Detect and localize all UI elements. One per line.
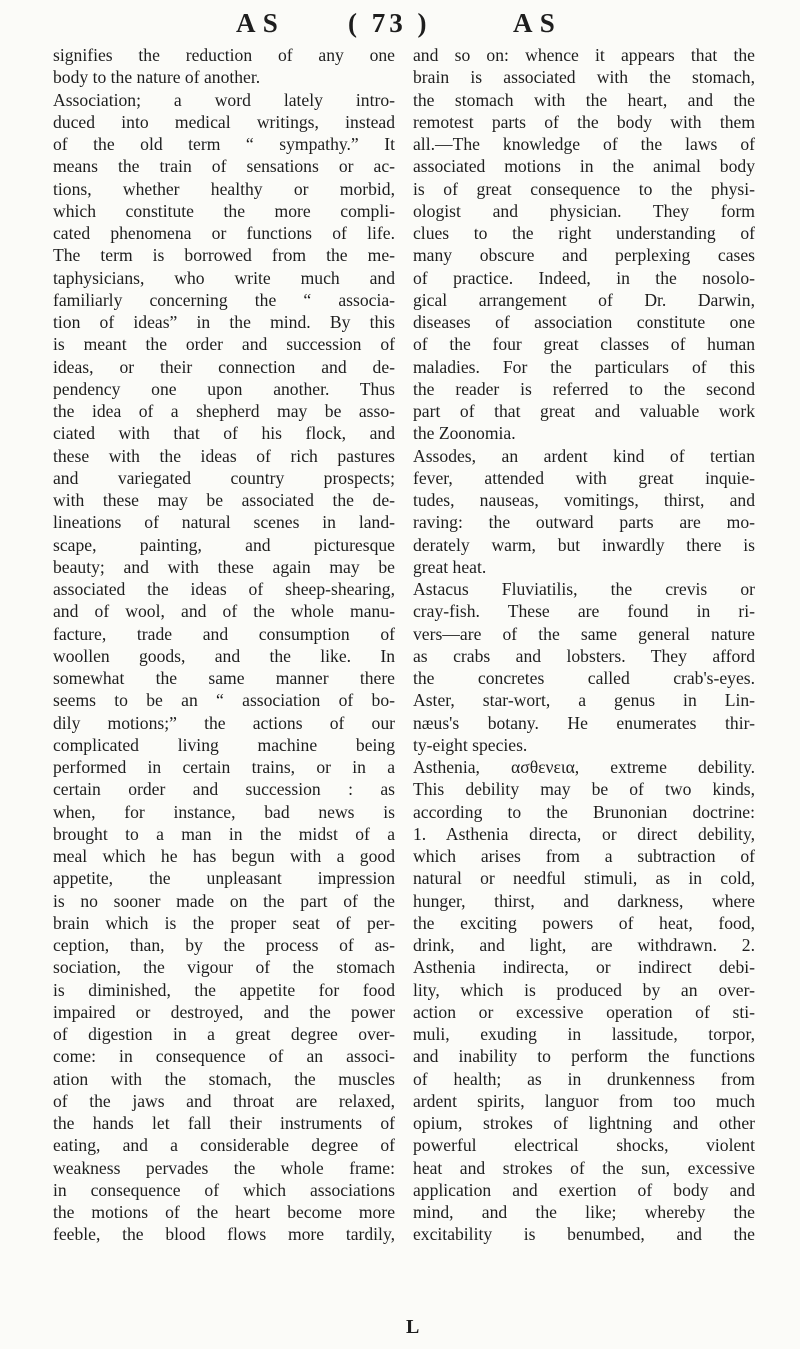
- text-line: the motions of the heart become more: [53, 1202, 395, 1222]
- text-line: eating, and a considerable degree of: [53, 1135, 395, 1156]
- text-line: fever, attended with great inquie-: [413, 467, 755, 488]
- text-line: woollen goods, and the like. In: [53, 645, 395, 666]
- text-line: is meant the order and succession of: [53, 334, 395, 355]
- text-line: the idea of a shepherd may be asso-: [53, 401, 395, 421]
- text-line: scape, painting, and picturesque: [53, 534, 395, 555]
- text-line: many obscure and perplexing cases: [413, 245, 755, 266]
- text-line: impaired or destroyed, and the power: [53, 1001, 395, 1022]
- text-line: associated motions in the animal body: [413, 156, 755, 177]
- text-line: complicated living machine being: [53, 734, 395, 755]
- right-text-column: [413, 44, 755, 1246]
- text-line: is of great consequence to the physi-: [413, 178, 755, 199]
- text-line: body to the nature of another.: [53, 67, 261, 88]
- left-text-column: [53, 44, 395, 1246]
- text-line: excitability is benumbed, and the: [413, 1224, 755, 1245]
- text-line: familiarly concerning the “ associa-: [53, 289, 395, 310]
- header-left-guideword: A S: [236, 8, 279, 38]
- text-line: The term is borrowed from the me-: [53, 245, 395, 266]
- text-line: when, for instance, bad news is: [53, 801, 395, 822]
- text-line: ardent spirits, languor from too much: [413, 1090, 755, 1111]
- text-line: ologist and physician. They form: [413, 200, 755, 221]
- text-line: of the old term “ sympathy.” It: [53, 134, 395, 154]
- text-line: derately warm, but inwardly there is: [413, 534, 755, 555]
- text-line: with these may be associated the de-: [53, 490, 395, 510]
- text-line: This debility may be of two kinds,: [413, 779, 755, 800]
- text-line: maladies. For the particulars of this: [413, 356, 755, 377]
- text-line: feeble, the blood flows more tardily,: [53, 1224, 395, 1245]
- text-line: ciated with that of his flock, and: [53, 423, 395, 444]
- text-line: brain which is the proper seat of per-: [53, 912, 395, 933]
- text-line: the Zoonomia.: [413, 423, 516, 444]
- text-line: lity, which is produced by an over-: [413, 979, 755, 1000]
- text-line: is diminished, the appetite for food: [53, 979, 395, 1000]
- signature-mark: L: [406, 1316, 420, 1338]
- text-line: tion of ideas” in the mind. By this: [53, 312, 395, 332]
- text-line: dily motions;” the actions of our: [53, 712, 395, 733]
- text-line: taphysicians, who write much and: [53, 267, 395, 288]
- text-line: application and exertion of body and: [413, 1179, 755, 1200]
- text-line: Asthenia, ασθενεια, extreme debility.: [413, 757, 755, 777]
- text-line: and variegated country prospects;: [53, 467, 395, 488]
- text-line: performed in certain trains, or in a: [53, 757, 395, 777]
- text-line: somewhat the same manner there: [53, 668, 395, 688]
- text-line: the exciting powers of heat, food,: [413, 912, 755, 933]
- text-line: ideas, or their connection and de-: [53, 356, 395, 377]
- text-line: means the train of sensations or ac-: [53, 156, 395, 177]
- text-line: of the four great classes of human: [413, 334, 755, 355]
- text-line: of practice. Indeed, in the nosolo-: [413, 267, 755, 288]
- text-line: brain is associated with the stomach,: [413, 67, 755, 88]
- text-line: tions, whether healthy or morbid,: [53, 178, 395, 199]
- text-line: these with the ideas of rich pastures: [53, 445, 395, 466]
- text-line: as crabs and lobsters. They afford: [413, 645, 755, 666]
- text-line: clues to the right understanding of: [413, 223, 755, 243]
- text-line: opium, strokes of lightning and other: [413, 1113, 755, 1133]
- text-line: and so on: whence it appears that the: [413, 45, 755, 65]
- text-line: ation with the stomach, the muscles: [53, 1068, 395, 1089]
- text-line: mind, and the like; whereby the: [413, 1202, 755, 1222]
- text-line: is no sooner made on the part of the: [53, 890, 395, 911]
- text-line: Asthenia indirecta, or indirect debi-: [413, 957, 755, 978]
- text-line: heat and strokes of the sun, excessive: [413, 1157, 755, 1178]
- text-line: Astacus Fluviatilis, the crevis or: [413, 579, 755, 599]
- text-line: muli, exuding in lassitude, torpor,: [413, 1024, 755, 1044]
- text-line: signifies the reduction of any one: [53, 45, 395, 65]
- text-line: Assodes, an ardent kind of tertian: [413, 445, 755, 466]
- text-line: hunger, thirst, and darkness, where: [413, 890, 755, 911]
- text-line: according to the Brunonian doctrine:: [413, 801, 755, 822]
- text-line: duced into medical writings, instead: [53, 111, 395, 132]
- text-line: come: in consequence of an associ-: [53, 1046, 395, 1067]
- text-line: the hands let fall their instruments of: [53, 1113, 395, 1133]
- text-line: vers—are of the same general nature: [413, 623, 755, 644]
- text-line: all.—The knowledge of the laws of: [413, 134, 755, 154]
- text-line: natural or needful stimuli, as in cold,: [413, 868, 755, 889]
- text-line: gical arrangement of Dr. Darwin,: [413, 289, 755, 310]
- text-line: and inability to perform the functions: [413, 1046, 755, 1067]
- text-line: great heat.: [413, 556, 487, 577]
- text-line: næus's botany. He enumerates thir-: [413, 712, 755, 733]
- text-line: part of that great and valuable work: [413, 401, 755, 421]
- text-line: ty-eight species.: [413, 734, 528, 755]
- text-line: associated the ideas of sheep-shearing,: [53, 579, 395, 599]
- text-line: beauty; and with these again may be: [53, 556, 395, 577]
- text-line: the stomach with the heart, and the: [413, 89, 755, 110]
- text-line: certain order and succession : as: [53, 779, 395, 800]
- text-line: tudes, nauseas, vomitings, thirst, and: [413, 490, 755, 510]
- text-line: the concretes called crab's-eyes.: [413, 668, 755, 688]
- text-line: of the jaws and throat are relaxed,: [53, 1090, 395, 1111]
- text-line: weakness pervades the whole frame:: [53, 1157, 395, 1178]
- text-line: sociation, the vigour of the stomach: [53, 957, 395, 978]
- text-line: seems to be an “ association of bo-: [53, 690, 395, 711]
- text-line: cray-fish. These are found in ri-: [413, 601, 755, 622]
- text-line: ception, than, by the process of as-: [53, 935, 395, 955]
- text-line: drink, and light, are withdrawn. 2.: [413, 935, 755, 955]
- text-line: appetite, the unpleasant impression: [53, 868, 395, 889]
- text-line: powerful electrical shocks, violent: [413, 1135, 755, 1156]
- text-line: and of wool, and of the whole manu-: [53, 601, 395, 622]
- text-line: facture, trade and consumption of: [53, 623, 395, 644]
- text-line: Aster, star-wort, a genus in Lin-: [413, 690, 755, 711]
- text-line: of health; as in drunkenness from: [413, 1068, 755, 1089]
- text-line: raving: the outward parts are mo-: [413, 512, 755, 533]
- text-line: remotest parts of the body with them: [413, 111, 755, 132]
- running-header: [0, 8, 800, 48]
- text-line: meal which he has begun with a good: [53, 846, 395, 866]
- text-line: in consequence of which associations: [53, 1179, 395, 1200]
- text-line: brought to a man in the midst of a: [53, 823, 395, 844]
- text-line: action or excessive operation of sti-: [413, 1001, 755, 1022]
- text-line: Association; a word lately intro-: [53, 89, 395, 110]
- text-line: which constitute the more compli-: [53, 200, 395, 221]
- text-line: diseases of association constitute one: [413, 312, 755, 332]
- text-line: which arises from a subtraction of: [413, 846, 755, 866]
- text-line: lineations of natural scenes in land-: [53, 512, 395, 533]
- text-line: pendency one upon another. Thus: [53, 378, 395, 399]
- text-line: 1. Asthenia directa, or direct debility,: [413, 823, 755, 844]
- text-line: of digestion in a great degree over-: [53, 1024, 395, 1044]
- text-line: cated phenomena or functions of life.: [53, 223, 395, 243]
- page-number: ( 73 ): [348, 8, 431, 38]
- header-right-guideword: A S: [513, 8, 556, 38]
- text-line: the reader is referred to the second: [413, 378, 755, 399]
